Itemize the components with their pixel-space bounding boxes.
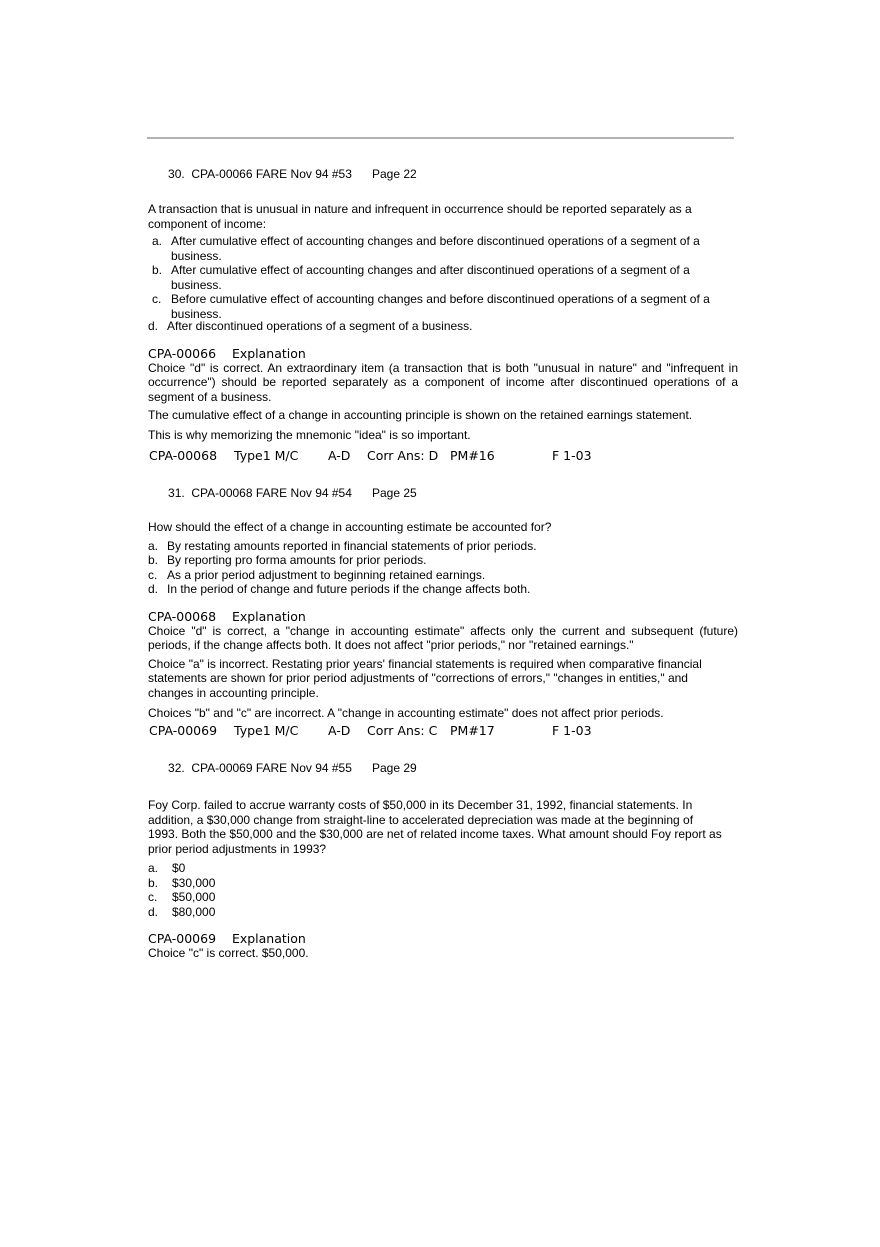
question-title-text: 31. CPA-00068 FARE Nov 94 #54 — [168, 486, 352, 500]
header-id: CPA-00068 — [149, 448, 218, 463]
explanation-paragraph: The cumulative effect of a change in accounting principle is shown on the retained earnings statement. — [148, 408, 693, 422]
question-stem: How should the effect of a change in accounting estimate be accounted for? — [148, 520, 552, 534]
header-pm: PM#16 — [450, 448, 495, 463]
explanation-section — [148, 610, 738, 721]
option-a: a. $0 — [148, 861, 186, 875]
page-ref: Page 25 — [372, 486, 417, 500]
options-list — [148, 234, 732, 334]
explanation-title: CPA-00068 Explanation — [148, 608, 306, 624]
option-a: a. After cumulative effect of accounting changes and before discontinued operations of a segment of a business. — [152, 234, 700, 263]
option-d: d. After discontinued operations of a segment of a business. — [148, 319, 473, 333]
header-type: Type1 M/C — [234, 723, 299, 738]
question-header — [148, 723, 738, 739]
explanation-paragraph: Choice "c" is correct. $50,000. — [148, 946, 309, 960]
header-correct-answer: Corr Ans: D — [367, 448, 439, 463]
explanation-section — [148, 347, 738, 443]
header-range: A-D — [328, 723, 351, 738]
question-title — [148, 744, 738, 792]
option-c: c. As a prior period adjustment to beginning retained earnings. — [148, 567, 486, 582]
option-c: c. $50,000 — [148, 890, 216, 904]
option-d: d. $80,000 — [148, 904, 216, 919]
explanation-section — [148, 932, 738, 961]
top-divider — [147, 137, 734, 139]
page-ref: Page 29 — [372, 761, 417, 775]
option-a: a. By restating amounts reported in financial statements of prior periods. — [148, 538, 537, 553]
question-header — [148, 448, 738, 464]
explanation-paragraph: Choice "d" is correct, a "change in accounting estimate" affects only the current and subsequent (future) periods, if the change affects both. It does not affect "prior periods," nor "retained earnings." — [148, 623, 738, 652]
question-stem: A transaction that is unusual in nature and infrequent in occurrence should be reported separately as a component of income: — [148, 202, 692, 231]
question-title — [148, 469, 738, 517]
option-c: c. Before cumulative effect of accounting changes and before discontinued operations of a segment of a business. — [152, 292, 710, 321]
question-stem: Foy Corp. failed to accrue warranty costs of $50,000 in its December 31, 1992, financial statements. In addition, a $30,000 change from straight-line to accelerated depreciation was made at the beginning of 1993. Both the $50,000 and the $30,000 are net of related income taxes. What amount should Foy report as prior period adjustments in 1993? — [148, 798, 722, 856]
options-list — [148, 539, 738, 597]
question-title-text: 32. CPA-00069 FARE Nov 94 #55 — [168, 761, 352, 775]
question-31 — [148, 448, 738, 721]
question-title-text: 30. CPA-00066 FARE Nov 94 #53 — [168, 167, 352, 181]
question-30 — [148, 150, 738, 442]
option-b: b. $30,000 — [148, 875, 216, 890]
header-pm: PM#17 — [450, 723, 495, 738]
header-f: F 1-03 — [552, 448, 592, 463]
explanation-paragraph: This is why memorizing the mnemonic "idea" is so important. — [148, 427, 471, 442]
header-correct-answer: Corr Ans: C — [367, 723, 438, 738]
option-d: d. In the period of change and future periods if the change affects both. — [148, 582, 531, 596]
explanation-paragraph: Choice "d" is correct. An extraordinary item (a transaction that is both "unusual in nature" and "infrequent in occurrence") should be reported separately as a component of income after discontinued operations of a segment of a business. — [148, 360, 738, 404]
header-id: CPA-00069 — [149, 723, 218, 738]
explanation-paragraph: Choice "a" is incorrect. Restating prior years' financial statements is required when comparative financial statements are shown for prior period adjustments of "corrections of errors," "changes in entities," and changes in accounting principle. — [148, 656, 702, 700]
question-32 — [148, 723, 738, 961]
header-type: Type1 M/C — [234, 448, 299, 463]
option-b: b. By reporting pro forma amounts for prior periods. — [148, 553, 427, 567]
explanation-title: CPA-00069 Explanation — [148, 931, 306, 946]
page-ref: Page 22 — [372, 167, 417, 181]
option-b: b. After cumulative effect of accounting changes and after discontinued operations of a segment of a business. — [152, 263, 690, 292]
options-list — [148, 861, 738, 919]
explanation-paragraph: Choices "b" and "c" are incorrect. A "change in accounting estimate" does not affect prior periods. — [148, 706, 664, 720]
question-title — [148, 150, 738, 198]
header-f: F 1-03 — [552, 723, 592, 738]
explanation-title: CPA-00066 Explanation — [148, 345, 306, 361]
header-range: A-D — [328, 448, 351, 463]
